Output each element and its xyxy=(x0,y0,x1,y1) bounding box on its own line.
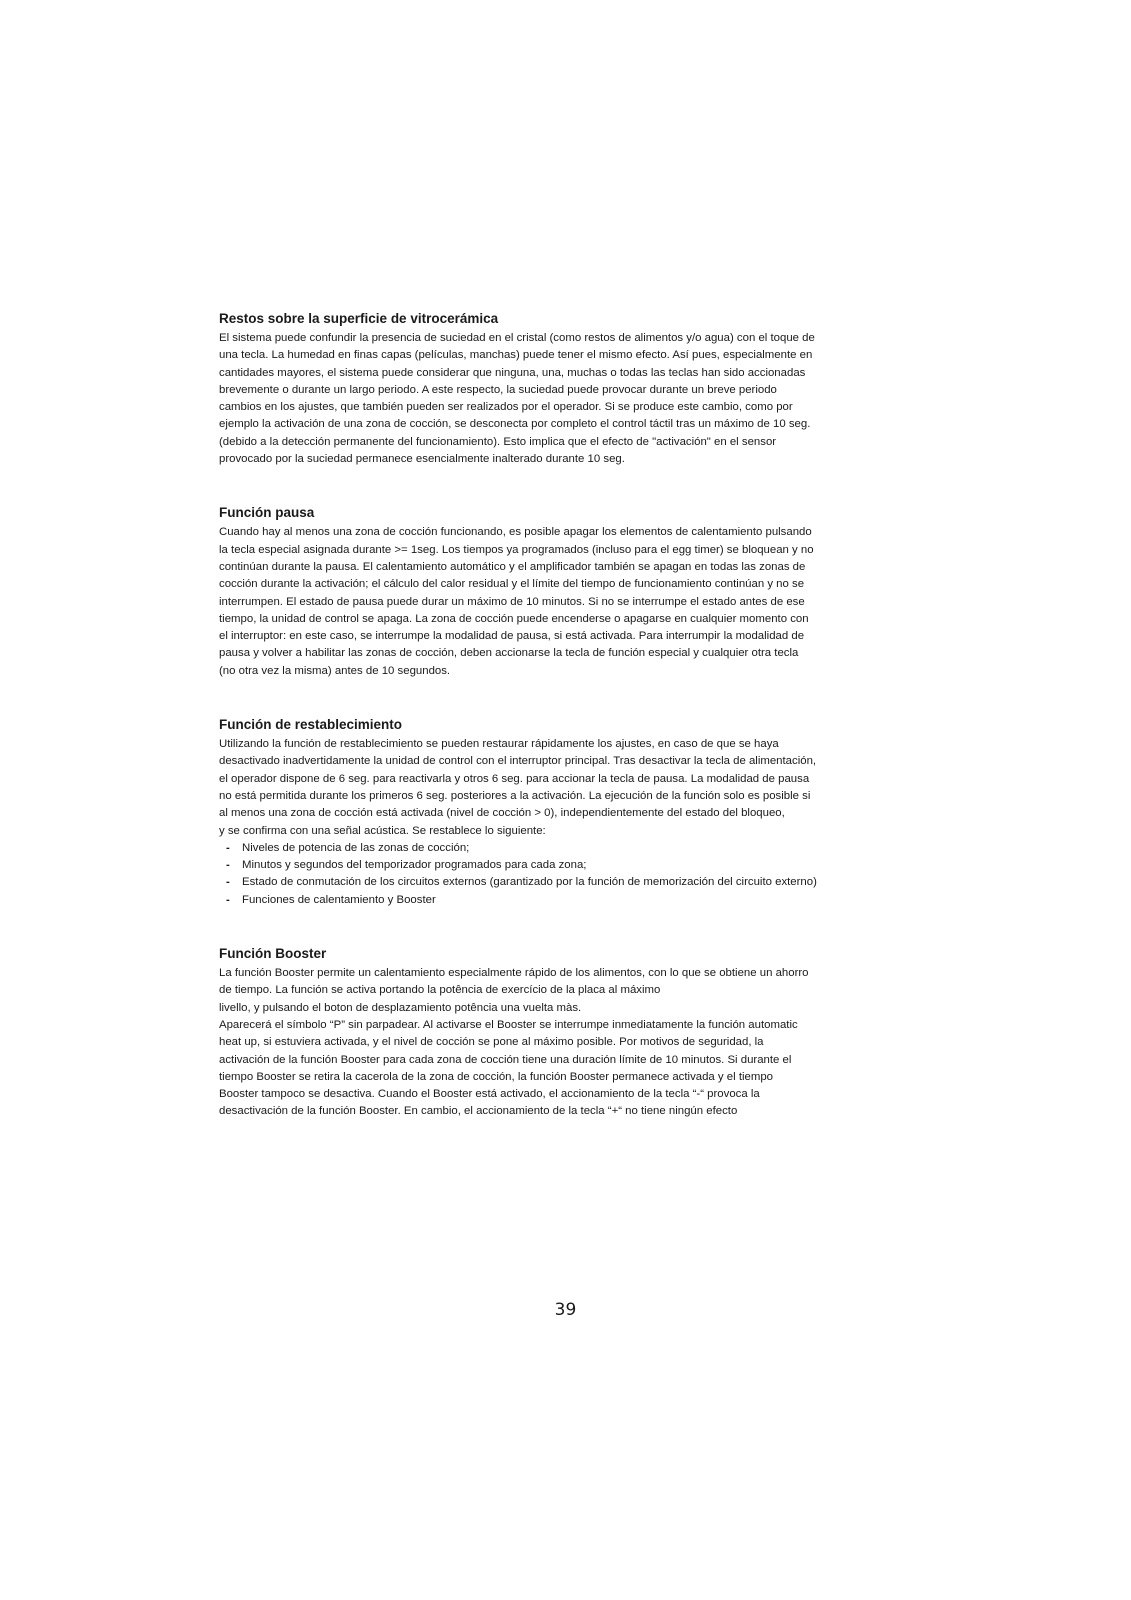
dash-bullet: - xyxy=(226,841,230,854)
section-body-pausa: Cuando hay al menos una zona de cocción funcionando, es posible apagar los elementos de calentamiento pulsando la tecla especial asignada durante >= 1seg. Los tiempos ya programados (incluso para el egg timer) se bloquean y no continúan durante la pausa. El calentamiento automático y el amplificador también se apagan en todas las zonas de cocción durante la activación; el cálculo del calor residual y el límite del tiempo de funcionamiento continúan y no se interrumpen. El estado de pausa puede durar un máximo de 10 minutos. Si no se interrumpe el estado antes de ese tiempo, la unidad de control se apaga. La zona de cocción puede encenderse o apagarse en cualquier momento con el interruptor: en este caso, se interrumpe la modalidad de pausa, si está activada. Para interrumpir la modalidad de pausa y volver a habilitar las zonas de cocción, deben accionarse la tecla de función especial y cualquier otra tecla (no otra vez la misma) antes de 10 segundos. xyxy=(219,526,814,677)
dash-bullet: - xyxy=(226,859,230,872)
section-title-restablecimiento: Función de restablecimiento xyxy=(219,717,403,733)
list-item xyxy=(226,857,884,874)
list-item-text: Funciones de calentamiento y Booster xyxy=(242,893,436,906)
section-restos xyxy=(219,310,884,468)
list-item xyxy=(226,840,884,857)
section-body-booster: La función Booster permite un calentamiento especialmente rápido de los alimentos, con lo que se obtiene un ahorro de tiempo. La función se activa portando la potência de exercício de la placa al máximo livello, y pulsando el boton de desplazamiento potência una vuelta màs. Aparecerá el símbolo “P” sin parpadear. Al activarse el Booster se interrumpe inmediatamente la función automatic heat up, si estuviera activada, y el nivel de cocción se pone al máximo posible. Por motivos de seguridad, la activación de la función Booster para cada zona de cocción tiene una duración límite de 10 minutos. Si durante el tiempo Booster se retira la cacerola de la zona de cocción, la función Booster permanece activada y el tiempo Booster tampoco se desactiva. Cuando el Booster está activado, el accionamiento de la tecla “-“ provoca la desactivación de la función Booster. En cambio, el accionamiento de la tecla “+“ no tiene ningún efecto xyxy=(219,967,809,1118)
page-content xyxy=(219,310,884,1121)
section-pausa xyxy=(219,504,884,680)
section-body-restablecimiento: Utilizando la función de restablecimiento se pueden restaurar rápidamente los ajustes, en caso de que se haya desactivado inadvertidamente la unidad de control con el interruptor principal. Tras desactivar la tecla de alimentación, el operador dispone de 6 seg. para reactivarla y otros 6 seg. para accionar la tecla de pausa. La modalidad de pausa no está permitida durante los primeros 6 seg. posteriores a la activación. La ejecución de la función solo es posible si al menos una zona de cocción está activada (nivel de cocción > 0), independientemente del estado del bloqueo, y se confirma con una señal acústica. Se restablece lo siguiente: xyxy=(219,738,817,837)
dash-bullet: - xyxy=(226,893,230,906)
restore-list xyxy=(219,840,884,909)
list-item xyxy=(226,892,884,909)
section-title-pausa: Función pausa xyxy=(219,505,315,521)
section-booster xyxy=(219,945,884,1121)
list-item-text: Niveles de potencia de las zonas de cocción; xyxy=(242,841,470,854)
list-item xyxy=(226,874,884,891)
section-title-booster: Función Booster xyxy=(219,946,327,962)
section-restablecimiento xyxy=(219,716,884,909)
dash-bullet: - xyxy=(226,876,230,889)
list-item-text: Estado de conmutación de los circuitos externos (garantizado por la función de memorización del circuito externo) xyxy=(242,876,817,889)
section-title-restos: Restos sobre la superficie de vitrocerámica xyxy=(219,311,499,326)
section-body-restos: El sistema puede confundir la presencia de suciedad en el cristal (como restos de alimentos y/o agua) con el toque de una tecla. La humedad en finas capas (películas, manchas) puede tener el mismo efecto. Así pues, especialmente en cantidades mayores, el sistema puede considerar que ninguna, una, muchas o todas las teclas han sido accionadas brevemente o durante un largo periodo. A este respecto, la suciedad puede provocar durante un breve periodo cambios en los ajustes, que también pueden ser realizados por el operador. Si se produce este cambio, como por ejemplo la activación de una zona de cocción, se desconecta por completo el control táctil tras un máximo de 10 seg. (debido a la detección permanente del funcionamiento). Esto implica que el efecto de "activación" en el sensor provocado por la suciedad permanece esencialmente inalterado durante 10 seg. xyxy=(219,332,815,466)
list-item-text: Minutos y segundos del temporizador programados para cada zona; xyxy=(242,859,587,872)
page-number: 39 xyxy=(554,1300,577,1320)
